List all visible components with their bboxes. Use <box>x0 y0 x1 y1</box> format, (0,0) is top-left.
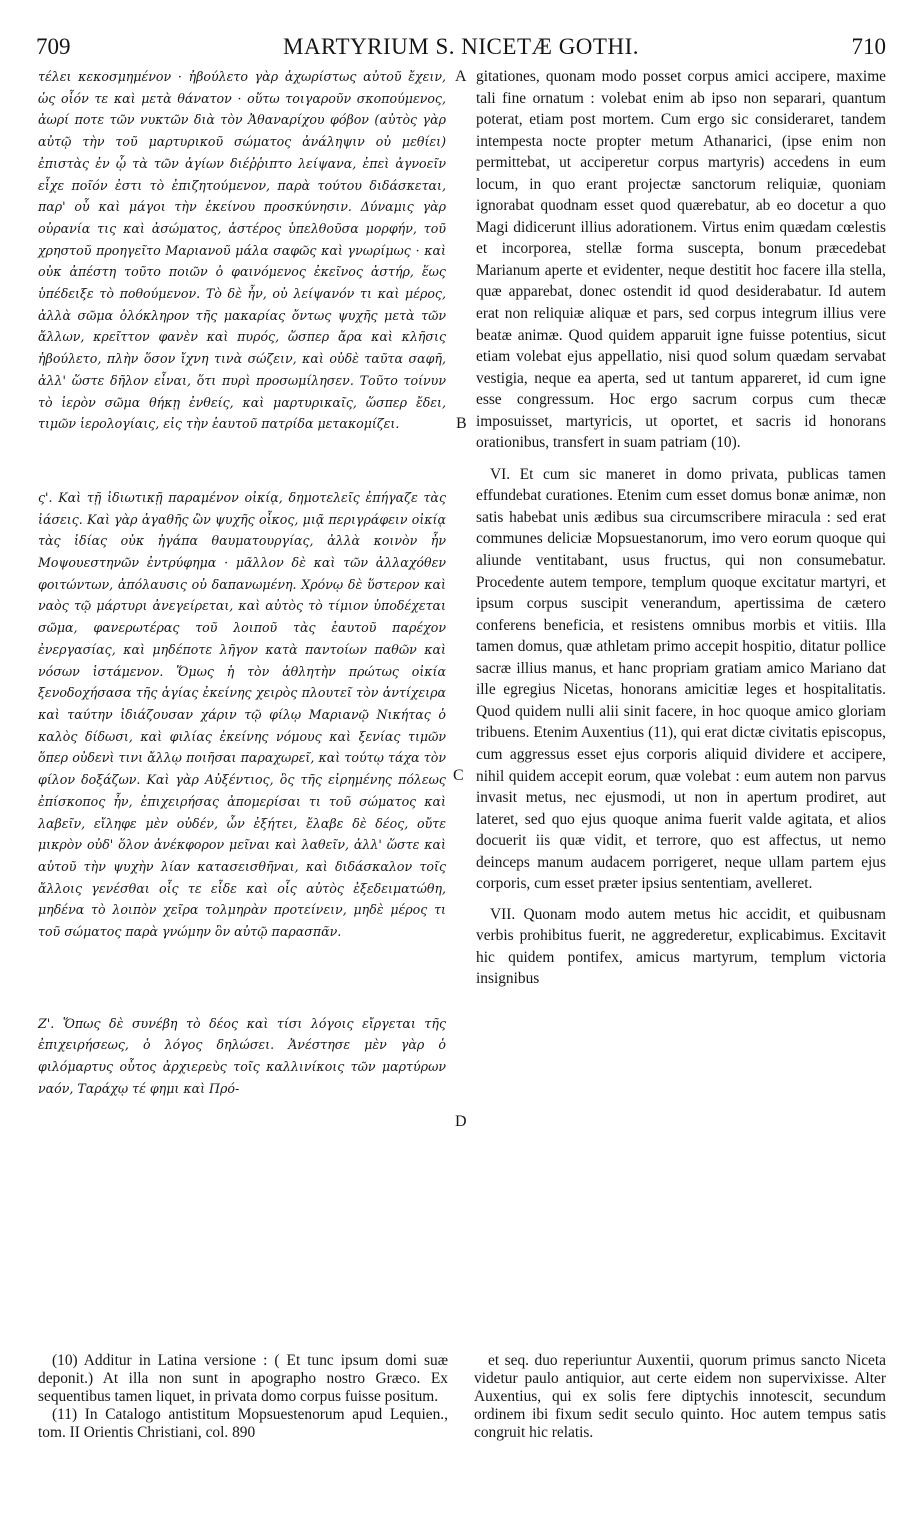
footnote-11: (11) In Catalogo antistitum Mopsuestenorum apud Lequien., tom. II Orientis Christiani, col. 890 <box>38 1406 448 1441</box>
footnotes-right <box>474 1352 886 1442</box>
greek-column <box>38 66 446 1100</box>
footnote-11-continued: et seq. duo reperiuntur Auxentii, quorum primus sancto Niceta videtur paulo antiquior, aut certe eidem non supervixisse. Alter Auxentius, qui ex solis fere diptychis innotescit, secundum ordinem ibi fixum sedit seculo quinto. Hoc autem tempus satis congruit hic relatis. <box>474 1352 886 1441</box>
section-marker-c: C <box>453 767 464 784</box>
greek-paragraph-7: Ζ'. Ὅπως δὲ συνέβη τὸ δέος καὶ τίσι λόγοις εἴργεται τῆς ἐπιχειρήσεως, ὁ λόγος δηλώσει. Ἀνέστησε μὲν γὰρ ὁ φιλόμαρτυς οὗτος ἀρχιερεὺς τοῖς καλλινίκοις τῶν μαρτύρων ναόν, Ταράχῳ τέ φημι καὶ Πρό- <box>38 1015 446 1096</box>
footnote-10: (10) Additur in Latina versione : ( Et tunc ipsum domi suæ deponit.) At illa non sunt in apographo nostro Græco. Ex sequentibus tamen liquet, in privata domo corpus fuisse positum. <box>38 1352 448 1405</box>
footnotes-left <box>38 1352 448 1442</box>
latin-paragraph-6: VI. Et cum sic maneret in domo privata, publicas tamen effundebat curationes. Etenim cum esset domus bonæ animæ, non satis habebat unis ædibus sua circumscribere miracula : sed erat communes deliciæ Mopsuestanorum, imo vero eorum quoque qui aliunde ventitabant, usus fructus, qui non consumebatur. Procedente autem tempore, templum quoque excitatur martyri, et ipsum corpus suscipit venerandum, apertissima de cætero conferens beneficia, et resistens omnibus morbis et vitiis. Illa tamen domus, quæ athletam primo accepit hospitio, ditatur pollice sacræ illius manus, et hanc propriam gratiam amico Mariano dat ille egregius Nicetas, honorans amicitiæ leges et hospitalitatis. Quod quidem nulli alii sinit facere, in hoc quoque amico gloriam tribuens. Etenim Auxentius (11), qui erat dictæ civitatis episcopus, cum aggressus esset ejus corporis aliquid dividere et accipere, nihil quidem accepit eorum, quæ volebat : eum autem non parvus invasit metus, nec ejusmodi, ut non in apertum prodiret, aut lateret, sed quo ejus quoque anima fuerit valde agitata, et alios docuerit iis quæ vidit, et terrore, quo est affectus, ut nemo deinceps manum audacem porrigeret, neque ullam partem ejus corporis, cum esset præter ipsius sententiam, avelleret. <box>476 465 886 893</box>
page-number-right: 710 <box>851 34 886 59</box>
latin-paragraph-5-end: gitationes, quonam modo posset corpus amici accipere, maxime tali fine ornatum : volebat enim ab ipso non separari, quantum poterat, etiam post mortem. Cum ergo sic consideraret, tandem intempesta nocte propter metum Athanarici, (ipse enim non permittebat, ut acciperetur corpus martyris) accedens in eum locum, in quo erant projectæ sanctorum reliquiæ, quoniam ignorabat quodnam esset quod quærebatur, ab eo docetur a quo Magi didicerunt illius adorationem. Virtus enim quædam cœlestis et incorporea, stellæ forma suscepta, bonum præcedebat Marianum aperte et evidenter, neque destitit hoc facere illa stella, quæ apparebat, donec ostendit id quod desiderabatur. Id autem erat non reliquiæ aliquæ et pars, sed corpus integrum illius vere beatæ animæ. Quod quidem apparuit igne fuisse potentius, sicut etiam volebat ejus appellatio, nisi quod solum quædam servabat vestigia, neque ea aperta, sed ut tantum appareret, id cum igne esse congressum. Hoc ergo sacrum corpus cum thecæ imposuisset, martyricis, ut oportet, et sacris id honorans orationibus, transfert in suam patriam (10). <box>476 68 886 452</box>
latin-column <box>476 66 886 990</box>
section-marker-a: A <box>455 68 467 85</box>
page-header <box>36 34 886 60</box>
greek-paragraph-5-end: τέλει κεκοσμημένον · ἠβούλετο γὰρ ἀχωρίστως αὐτοῦ ἔχειν, ὡς οἷόν τε καὶ μετὰ θάνατον · οὕτω τοιγαροῦν σκοπούμενος, ἀωρί ποτε τῶν νυκτῶν διὰ τὸν Ἀθαναρίχου φόβον (αὐτὸς γὰρ αὐτῷ τὴν τοῦ μαρτυρικοῦ σώματος ἀνάληψιν οὐ μεθίει) ἐπιστὰς ἐν ᾧ τὰ τῶν ἁγίων διέῤῥιπτο λείψανα, ἐπεὶ ἀγνοεῖν εἶχε ποῖόν ἐστι τὸ ἐπιζητούμενον, παρὰ τούτου διδάσκεται, παρ' οὗ καὶ μάγοι τὴν ἐκείνου προσκύνησιν. Δύναμις γὰρ οὐρανία τις καὶ ἀσώματος, ἀστέρος ὑπελθοῦσα μορφήν, τοῦ χρηστοῦ προηγεῖτο Μαριανοῦ μάλα σαφῶς καὶ γνωρίμως · καὶ οὐκ ἀπέστη τοῦτο ποιῶν ὁ φαινόμενος ἐκεῖνος ἀστήρ, ἕως ὑπέδειξε τὸ ποθούμενον. Τὸ δὲ ἦν, οὐ λείψανόν τι καὶ μέρος, ἀλλὰ σῶμα ὁλόκληρον τῆς μακαρίας ὄντως ψυχῆς μετὰ τῶν ἄλλων, κρεῖττον φανὲν καὶ πυρός, ὥσπερ ἄρα καὶ κλῆσις ἠβούλετο, πλὴν ὅσον ἴχνη τινὰ σώζειν, καὶ οὐδὲ ταῦτα σαφῆ, ἀλλ' ὥστε δῆλον εἶναι, ὅτι πυρὶ προσωμίλησεν. Τοῦτο τοίνυν τὸ ἱερὸν σῶμα θήκῃ ἐνθείς, καὶ μαρτυρικαῖς, ὥσπερ ἔδει, τιμῶν ἱερολογίαις, εἰς τὴν ἑαυτοῦ πατρίδα μετακομίζει. <box>38 69 446 432</box>
running-title: MARTYRIUM S. NICETÆ GOTHI. <box>283 34 639 59</box>
greek-paragraph-6: ς'. Καὶ τῇ ἰδιωτικῇ παραμένον οἰκίᾳ, δημοτελεῖς ἐπήγαζε τὰς ἰάσεις. Καὶ γὰρ ἀγαθῆς ὢν ψυχῆς οἶκος, μιᾷ περιγράφειν οἰκίᾳ τὰς ἰδίας οὐκ ἠγάπα θαυματουργίας, ἀλλὰ κοινὸν ἦν Μοψουεστηνῶν ἐντρύφημα · μᾶλλον δὲ καὶ τῶν ἀλλαχόθεν φοιτώντων, ἀπόλαυσις οὐ δαπανωμένη. Χρόνῳ δὲ ὕστερον καὶ ναὸς τῷ μάρτυρι ἀνεγείρεται, καὶ αὐτὸς τὸ τίμιον ὑποδέχεται σῶμα, φανερωτέρας τοῦ λοιποῦ τὰς ἑαυτοῦ παρέχον ἐνεργασίας, καὶ μηδέποτε λῆγον κατὰ παντοίων παθῶν καὶ νόσων ἱστάμενον. Ὅμως ἡ τὸν ἀθλητὴν πρώτως οἰκία ξενοδοχήσασα τῆς ἁγίας ἐκείνης χειρὸς πλουτεῖ τὸν ἀντίχειρα καὶ ταύτην ἰδιάζουσαν χάριν τῷ φίλῳ Μαριανῷ Νικήτας ὁ καλὸς δίδωσι, καὶ φιλίας ἐκείνης νόμους καὶ ξενίας τιμῶν ὅπερ οὐδενὶ τινι ἄλλῳ ποιῆσαι παραχωρεῖ, καὶ τούτῳ τάχα τὸν φίλον δοξάζων. Καὶ γὰρ Αὐξέντιος, ὃς τῆς εἰρημένης πόλεως ἐπίσκοπος ἦν, ἐπιχειρήσας ἀπομερίσαι τι τοῦ σώματος καὶ λαβεῖν, εἴληφε μὲν οὐδέν, ὧν ἐξήτει, ἔλαβε δὲ δέος, οὔτε μικρὸν οὐδ' ὅλον ἀνέκφορον μεῖναι καὶ λαθεῖν, ἀλλ' ὥστε καὶ αὐτοῦ τὴν ψυχὴν λίαν κατασεισθῆναι, καὶ διδάσκαλον τοῖς ἄλλοις γενέσθαι οἷς τε εἶδε καὶ οἷς αὐτὸς ἐξεδειματώθη, μηδένα τὸ λοιπὸν χεῖρα τολμηρὰν προτείνειν, μηδὲ μέρος τι τοῦ σώματος παρὰ γνώμην ὃν αὐτῷ παρασπᾶν. <box>38 489 446 940</box>
section-marker-b: B <box>456 415 467 432</box>
section-marker-d: D <box>455 1113 467 1130</box>
page-number-left: 709 <box>36 34 71 59</box>
latin-paragraph-7: VII. Quonam modo autem metus hic accidit, et quibusnam verbis prohibitus fuerit, ne aggrederetur, explicabimus. Excitavit hic quidem pontifex, amicus martyrum, templum victoria insignibus <box>476 905 886 988</box>
